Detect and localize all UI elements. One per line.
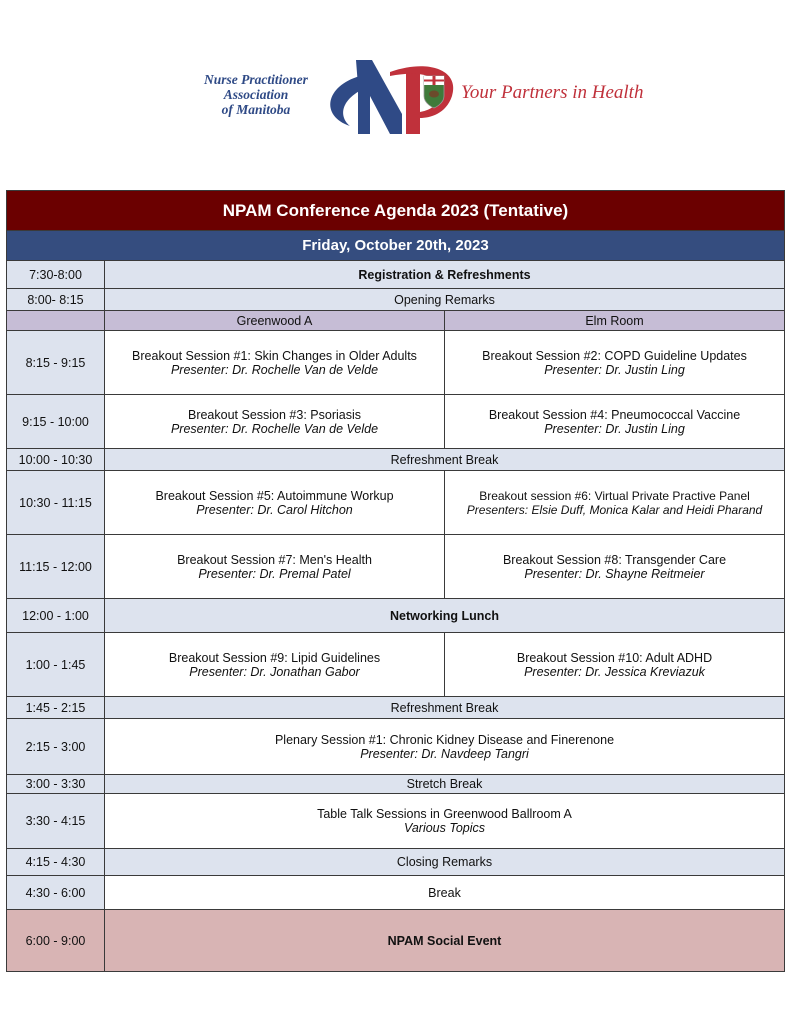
- session-cell: [445, 331, 785, 395]
- session-presenter: Presenters: Elsie Duff, Monica Kalar and Heidi Pharand: [466, 502, 763, 517]
- time-slot: 4:15 - 4:30: [7, 849, 105, 876]
- rooms-blank-cell: [7, 311, 105, 331]
- tagline: Your Partners in Health: [461, 82, 644, 103]
- session-presenter: Various Topics: [403, 821, 486, 835]
- time-slot: 10:30 - 11:15: [7, 471, 105, 535]
- event-cell: NPAM Social Event: [105, 910, 785, 972]
- session-cell: [105, 331, 445, 395]
- agenda-table: [6, 190, 785, 972]
- time-slot: 6:00 - 9:00: [7, 910, 105, 972]
- session-title: Breakout Session #1: Skin Changes in Older Adults: [132, 348, 417, 363]
- session-cell: [445, 395, 785, 449]
- time-slot: 1:45 - 2:15: [7, 697, 105, 719]
- session-presenter: Presenter: Dr. Rochelle Van de Velde: [170, 362, 379, 377]
- agenda-row: [7, 289, 785, 311]
- agenda-row: [7, 849, 785, 876]
- org-name-line-1: Nurse Practitioner: [204, 72, 308, 87]
- np-logo-icon: [320, 56, 460, 138]
- session-title: Breakout Session #4: Pneumococcal Vaccine: [488, 407, 741, 422]
- time-slot: 11:15 - 12:00: [7, 535, 105, 599]
- session-title: Breakout Session #5: Autoimmune Workup: [155, 488, 394, 503]
- agenda-date-row: [7, 231, 785, 261]
- session-title: Plenary Session #1: Chronic Kidney Disease and Finerenone: [274, 732, 615, 747]
- event-cell: Refreshment Break: [105, 449, 785, 471]
- time-slot: 1:00 - 1:45: [7, 633, 105, 697]
- agenda-row: [7, 331, 785, 395]
- time-slot: 10:00 - 10:30: [7, 449, 105, 471]
- room-greenwood-a: Greenwood A: [105, 311, 445, 331]
- session-title: Breakout Session #2: COPD Guideline Updates: [482, 348, 747, 363]
- agenda-row: [7, 719, 785, 775]
- time-slot: 3:00 - 3:30: [7, 775, 105, 794]
- agenda-date: Friday, October 20th, 2023: [7, 231, 785, 261]
- agenda-row: [7, 775, 785, 794]
- event-cell: Closing Remarks: [105, 849, 785, 876]
- agenda-row: [7, 449, 785, 471]
- event-cell: Opening Remarks: [105, 289, 785, 311]
- table-talk-cell: [105, 794, 785, 849]
- room-elm: Elm Room: [445, 311, 785, 331]
- rooms-header-row: [7, 311, 785, 331]
- agenda-title-row: [7, 191, 785, 231]
- session-presenter: Presenter: Dr. Justin Ling: [544, 421, 685, 436]
- time-slot: 12:00 - 1:00: [7, 599, 105, 633]
- agenda-row: [7, 535, 785, 599]
- session-cell: [445, 633, 785, 697]
- event-cell: Registration & Refreshments: [105, 261, 785, 289]
- plenary-cell: [105, 719, 785, 775]
- session-title: Breakout Session #3: Psoriasis: [187, 407, 361, 422]
- session-cell: [105, 395, 445, 449]
- org-name: [195, 72, 317, 117]
- session-presenter: Presenter: Dr. Navdeep Tangri: [360, 746, 529, 761]
- session-cell: [445, 535, 785, 599]
- agenda-row: [7, 794, 785, 849]
- agenda-row: [7, 876, 785, 910]
- npam-logo: [195, 56, 655, 136]
- time-slot: 9:15 - 10:00: [7, 395, 105, 449]
- time-slot: 4:30 - 6:00: [7, 876, 105, 910]
- event-cell: Refreshment Break: [105, 697, 785, 719]
- event-cell: Break: [105, 876, 785, 910]
- session-title: Breakout Session #9: Lipid Guidelines: [168, 650, 381, 665]
- session-cell: [105, 633, 445, 697]
- session-presenter: Presenter: Dr. Carol Hitchon: [196, 502, 353, 517]
- org-name-line-2: Association: [223, 87, 289, 102]
- event-cell: Stretch Break: [105, 775, 785, 794]
- agenda-row: [7, 261, 785, 289]
- agenda-row: [7, 471, 785, 535]
- agenda-row: [7, 599, 785, 633]
- session-cell: [105, 535, 445, 599]
- session-title: Breakout Session #7: Men's Health: [177, 552, 372, 567]
- session-presenter: Presenter: Dr. Jessica Kreviazuk: [524, 664, 705, 679]
- session-presenter: Presenter: Dr. Jonathan Gabor: [189, 664, 360, 679]
- agenda-title: NPAM Conference Agenda 2023 (Tentative): [7, 191, 785, 231]
- session-presenter: Presenter: Dr. Shayne Reitmeier: [524, 566, 705, 581]
- session-cell: [105, 471, 445, 535]
- session-presenter: Presenter: Dr. Justin Ling: [544, 362, 685, 377]
- time-slot: 7:30-8:00: [7, 261, 105, 289]
- session-presenter: Presenter: Dr. Rochelle Van de Velde: [170, 421, 379, 436]
- time-slot: 8:00- 8:15: [7, 289, 105, 311]
- time-slot: 2:15 - 3:00: [7, 719, 105, 775]
- agenda-row: [7, 697, 785, 719]
- session-title: Breakout Session #10: Adult ADHD: [516, 650, 713, 665]
- org-name-line-3: of Manitoba: [221, 102, 291, 117]
- event-cell: Networking Lunch: [105, 599, 785, 633]
- time-slot: 3:30 - 4:15: [7, 794, 105, 849]
- session-title: Breakout session #6: Virtual Private Practive Panel: [479, 488, 750, 503]
- session-title: Table Talk Sessions in Greenwood Ballroom A: [317, 807, 572, 821]
- session-title: Breakout Session #8: Transgender Care: [502, 552, 727, 567]
- agenda-row: [7, 633, 785, 697]
- time-slot: 8:15 - 9:15: [7, 331, 105, 395]
- session-cell: [445, 471, 785, 535]
- session-presenter: Presenter: Dr. Premal Patel: [198, 566, 351, 581]
- agenda-row: [7, 395, 785, 449]
- agenda-row-social: [7, 910, 785, 972]
